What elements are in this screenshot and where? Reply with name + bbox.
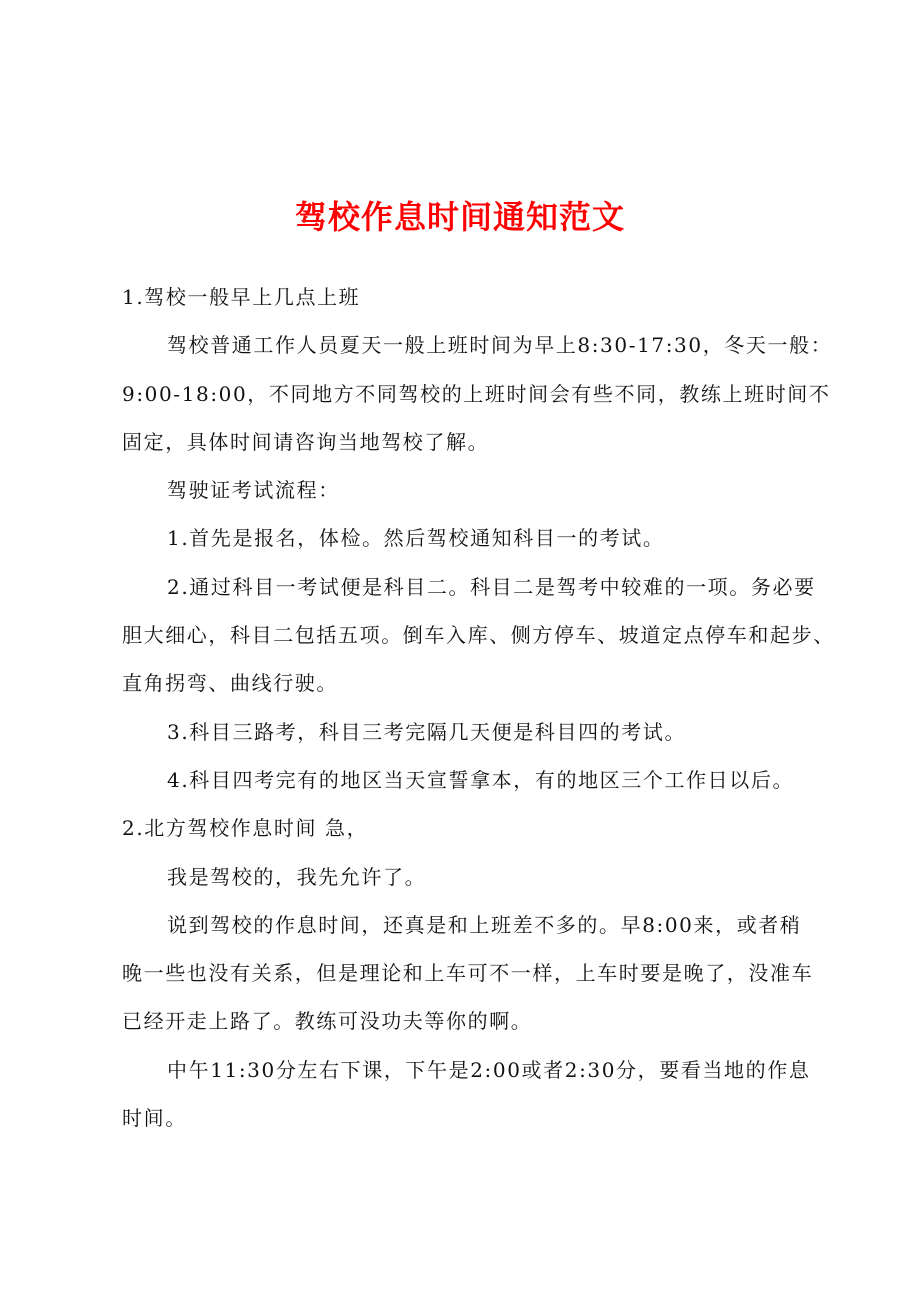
document-title: 驾校作息时间通知范文: [294, 198, 625, 236]
text-line: 晚一些也没有关系，但是理论和上车可不一样，上车时要是晚了，没准车: [122, 961, 814, 986]
text-line: 我是驾校的，我先允许了。: [167, 864, 427, 889]
text-line: 说到驾校的作息时间，还真是和上班差不多的。早8:00来，或者稍: [167, 912, 802, 937]
text-line: 胆大细心，科目二包括五项。倒车入库、侧方停车、坡道定点停车和起步、: [122, 623, 835, 648]
text-line: 中午11:30分左右下课，下午是2:00或者2:30分，要看当地的作息: [167, 1057, 811, 1082]
text-line: 4.科目四考完有的地区当天宣誓拿本，有的地区三个工作日以后。: [167, 767, 795, 792]
text-line: 3.科目三路考，科目三考完隔几天便是科目四的考试。: [167, 719, 687, 744]
text-line: 驾校普通工作人员夏天一般上班时间为早上8:30-17:30，冬天一般：: [167, 333, 833, 358]
text-line: 直角拐弯、曲线行驶。: [122, 671, 338, 696]
text-line: 1.首先是报名，体检。然后驾校通知科目一的考试。: [167, 526, 665, 551]
text-line: 时间。: [122, 1106, 187, 1131]
text-line: 9:00-18:00，不同地方不同驾校的上班时间会有些不同，教练上班时间不: [122, 381, 831, 406]
text-line: 已经开走上路了。教练可没功夫等你的啊。: [122, 1009, 533, 1034]
text-line: 固定，具体时间请咨询当地驾校了解。: [122, 429, 490, 454]
text-line: 驾驶证考试流程：: [167, 478, 340, 503]
document-body: [122, 273, 835, 1142]
text-line: 1.驾校一般早上几点上班: [122, 285, 361, 309]
text-line: 2.通过科目一考试便是科目二。科目二是驾考中较难的一项。务必要: [167, 574, 816, 599]
text-line: 2.北方驾校作息时间 急，: [122, 816, 369, 841]
